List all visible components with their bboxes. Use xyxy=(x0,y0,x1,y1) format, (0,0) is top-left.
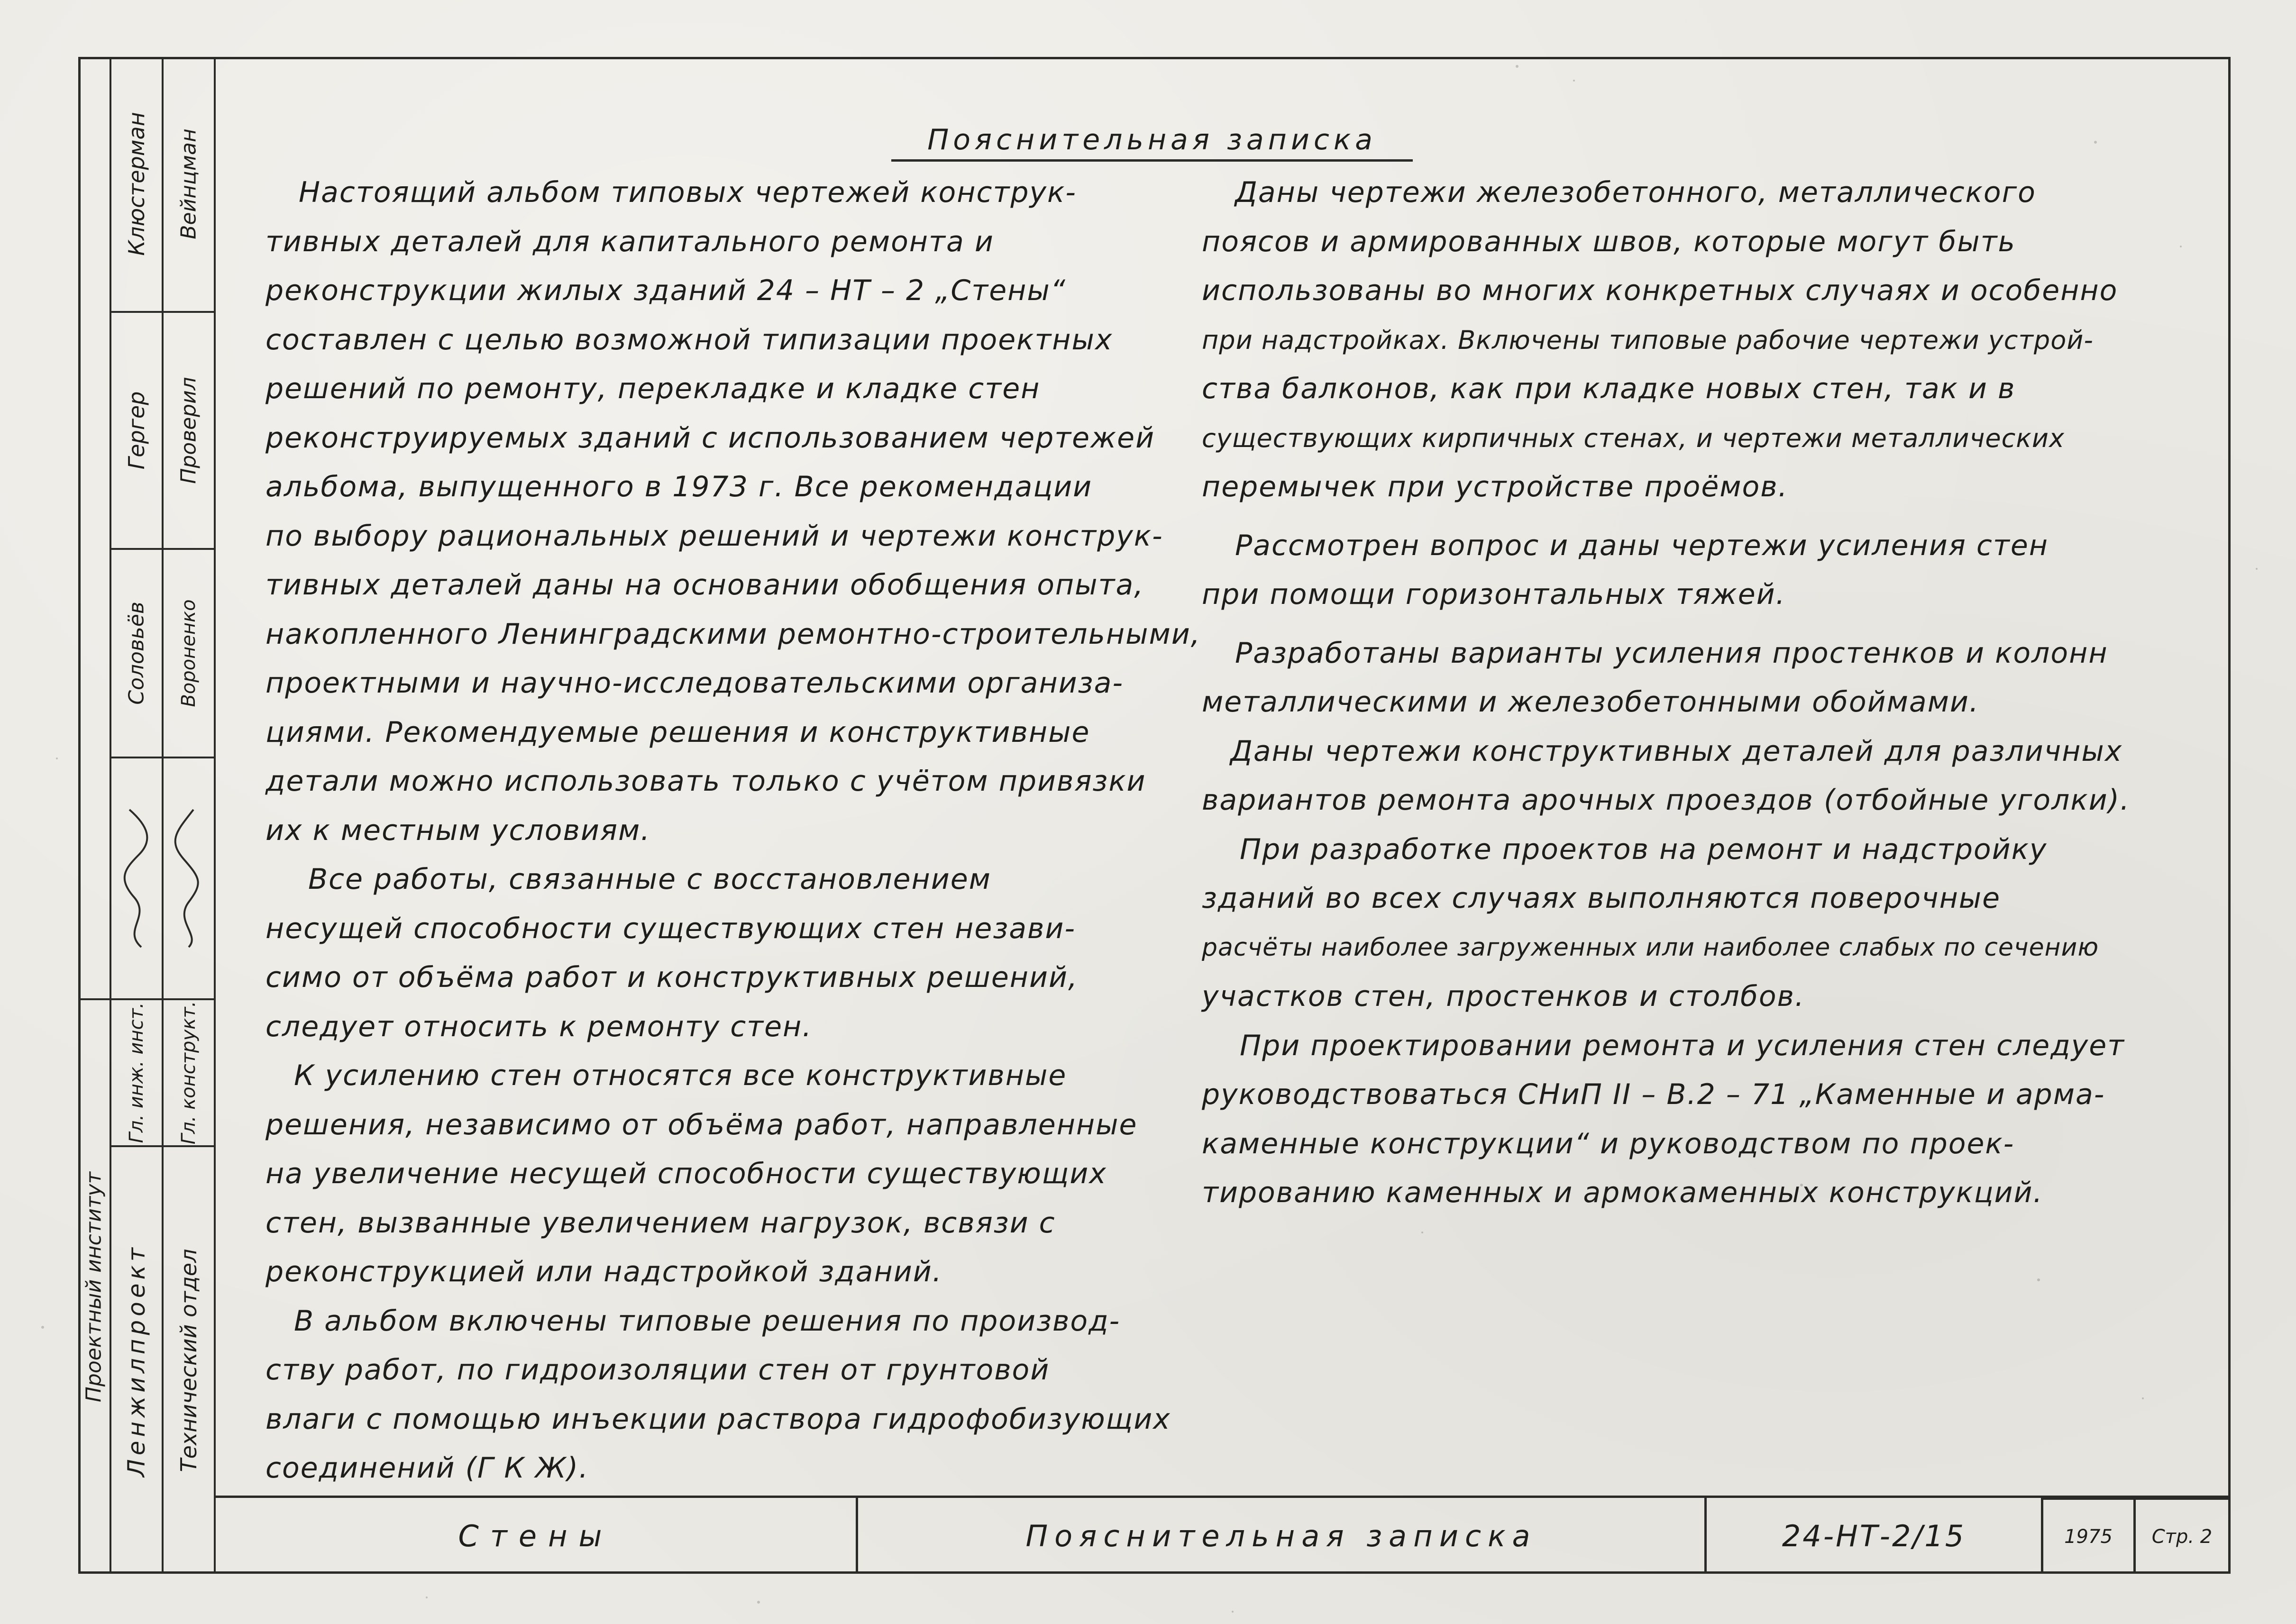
text-line: реконструируемых зданий с использованием чертежей xyxy=(265,421,1155,455)
text-line: Разработаны варианты усиления простенков и колонн xyxy=(1235,636,2108,670)
institute-brand: Ленжилпроект xyxy=(123,1244,150,1477)
text-line: При проектировании ремонта и усиления стен следует xyxy=(1240,1029,2125,1062)
approval-col-institute xyxy=(78,57,111,1574)
role-chief-engineer: Гл. инж. инст. xyxy=(126,1002,147,1143)
text-line: тивных деталей даны на основании обобщения опыта, xyxy=(265,568,1144,602)
text-line: реконструкции жилых зданий 24 – НТ – 2 „Стены“ xyxy=(265,274,1066,307)
text-line: влаги с помощью инъекции раствора гидрофобизующих xyxy=(265,1402,1171,1436)
title-block-name: Стены xyxy=(216,1498,858,1574)
title-block-code: 24-НТ-2/15 xyxy=(1707,1498,2043,1574)
title-block xyxy=(216,1496,2231,1574)
text-line: руководствоваться СНиП II – В.2 – 71 „Каменные и арма- xyxy=(1202,1078,2105,1111)
text-line: каменные конструкции“ и руководством по проек- xyxy=(1202,1127,2015,1160)
text-line: при помощи горизонтальных тяжей. xyxy=(1202,578,1786,611)
text-line: Даны чертежи железобетонного, металлического xyxy=(1235,176,2036,209)
text-line: металлическими и железобетонными обоймами. xyxy=(1202,685,1979,719)
approval-column xyxy=(78,57,216,1574)
text-line: При разработке проектов на ремонт и надстройку xyxy=(1240,832,2048,866)
text-line: вариантов ремонта арочных проездов (отбойные уголки). xyxy=(1202,784,2131,817)
signature-icon xyxy=(172,807,205,949)
text-line: на увеличение несущей способности существующих xyxy=(265,1157,1107,1190)
text-line: участков стен, простенков и столбов. xyxy=(1202,980,1805,1013)
department-name: Технический отдел xyxy=(176,1249,201,1472)
text-line: использованы во многих конкретных случаях и особенно xyxy=(1202,274,2118,307)
approval-name-1: Гергер xyxy=(124,391,149,470)
text-line: следует относить к ремонту стен. xyxy=(265,1010,813,1043)
text-line: соединений (Г К Ж). xyxy=(265,1451,589,1485)
text-line: при надстройках. Включены типовые рабочие чертежи устрой- xyxy=(1202,325,2094,355)
text-line: по выбору рациональных решений и чертежи конструк- xyxy=(265,519,1163,553)
text-line: составлен с целью возможной типизации проектных xyxy=(265,323,1113,356)
text-line: Все работы, связанные с восстановлением xyxy=(308,863,991,896)
approval-name-0: Клюстерман xyxy=(124,112,149,256)
text-line: тированию каменных и армокаменных конструкций. xyxy=(1202,1176,2043,1209)
text-line: проектными и научно-исследовательскими организа- xyxy=(265,666,1124,700)
text-line: перемычек при устройстве проёмов. xyxy=(1202,470,1788,503)
signature-icon xyxy=(120,807,153,949)
text-line: накопленного Ленинградскими ремонтно-строительными, xyxy=(265,617,1201,651)
text-line: ству работ, по гидроизоляции стен от грунтовой xyxy=(265,1353,1050,1387)
title-block-year: 1975 xyxy=(2043,1498,2136,1574)
text-line: альбома, выпущенного в 1973 г. Все рекомендации xyxy=(265,470,1093,503)
text-line: несущей способности существующих стен незави- xyxy=(265,912,1076,945)
text-line: ства балконов, как при кладке новых стен, так и в xyxy=(1202,372,2016,405)
text-line: решений по ремонту, перекладке и кладке стен xyxy=(265,372,1041,405)
text-line: В альбом включены типовые решения по производ- xyxy=(294,1304,1121,1338)
text-line: существующих кирпичных стенах, и чертежи металлических xyxy=(1202,423,2065,453)
text-line: решения, независимо от объёма работ, направленные xyxy=(265,1108,1138,1141)
text-line: Даны чертежи конструктивных деталей для различных xyxy=(1230,734,2123,768)
page-title: Пояснительная записка xyxy=(891,123,1413,162)
title-block-sheet: Стр. 2 xyxy=(2136,1498,2231,1574)
approval-name-5: Вороненко xyxy=(178,599,200,707)
role-chief-designer: Гл. конструкт. xyxy=(178,1001,200,1145)
text-line: симо от объёма работ и конструктивных решений, xyxy=(265,961,1079,994)
text-line: стен, вызванные увеличением нагрузок, всвязи с xyxy=(265,1206,1056,1240)
text-line: К усилению стен относятся все конструктивные xyxy=(294,1059,1067,1092)
right-text-column xyxy=(1202,168,2212,1218)
left-text-column xyxy=(265,168,1201,1493)
text-line: тивных деталей для капитального ремонта и xyxy=(265,225,994,258)
approval-name-2: Соловьёв xyxy=(124,602,149,705)
approval-col-roles xyxy=(111,57,164,1574)
text-line: поясов и армированных швов, которые могут быть xyxy=(1202,225,2016,258)
text-line: Настоящий альбом типовых чертежей конструк- xyxy=(299,176,1077,209)
approval-name-4: Проверил xyxy=(176,377,201,484)
text-line: реконструкцией или надстройкой зданий. xyxy=(265,1255,942,1288)
institute-name: Проектный институт xyxy=(82,1171,106,1403)
approval-name-3: Вейнцман xyxy=(176,128,201,239)
text-line: циями. Рекомендуемые решения и конструктивные xyxy=(265,715,1090,749)
text-line: детали можно использовать только с учётом привязки xyxy=(265,765,1146,798)
text-line: зданий во всех случаях выполняются поверочные xyxy=(1202,882,2001,915)
text-line: их к местным условиям. xyxy=(265,813,651,847)
text-line: Рассмотрен вопрос и даны чертежи усиления стен xyxy=(1235,529,2049,562)
title-block-subject: Пояснительная записка xyxy=(858,1498,1707,1574)
text-line: расчёты наиболее загруженных или наиболее слабых по сечению xyxy=(1202,933,2099,962)
approval-col-names xyxy=(164,57,216,1574)
